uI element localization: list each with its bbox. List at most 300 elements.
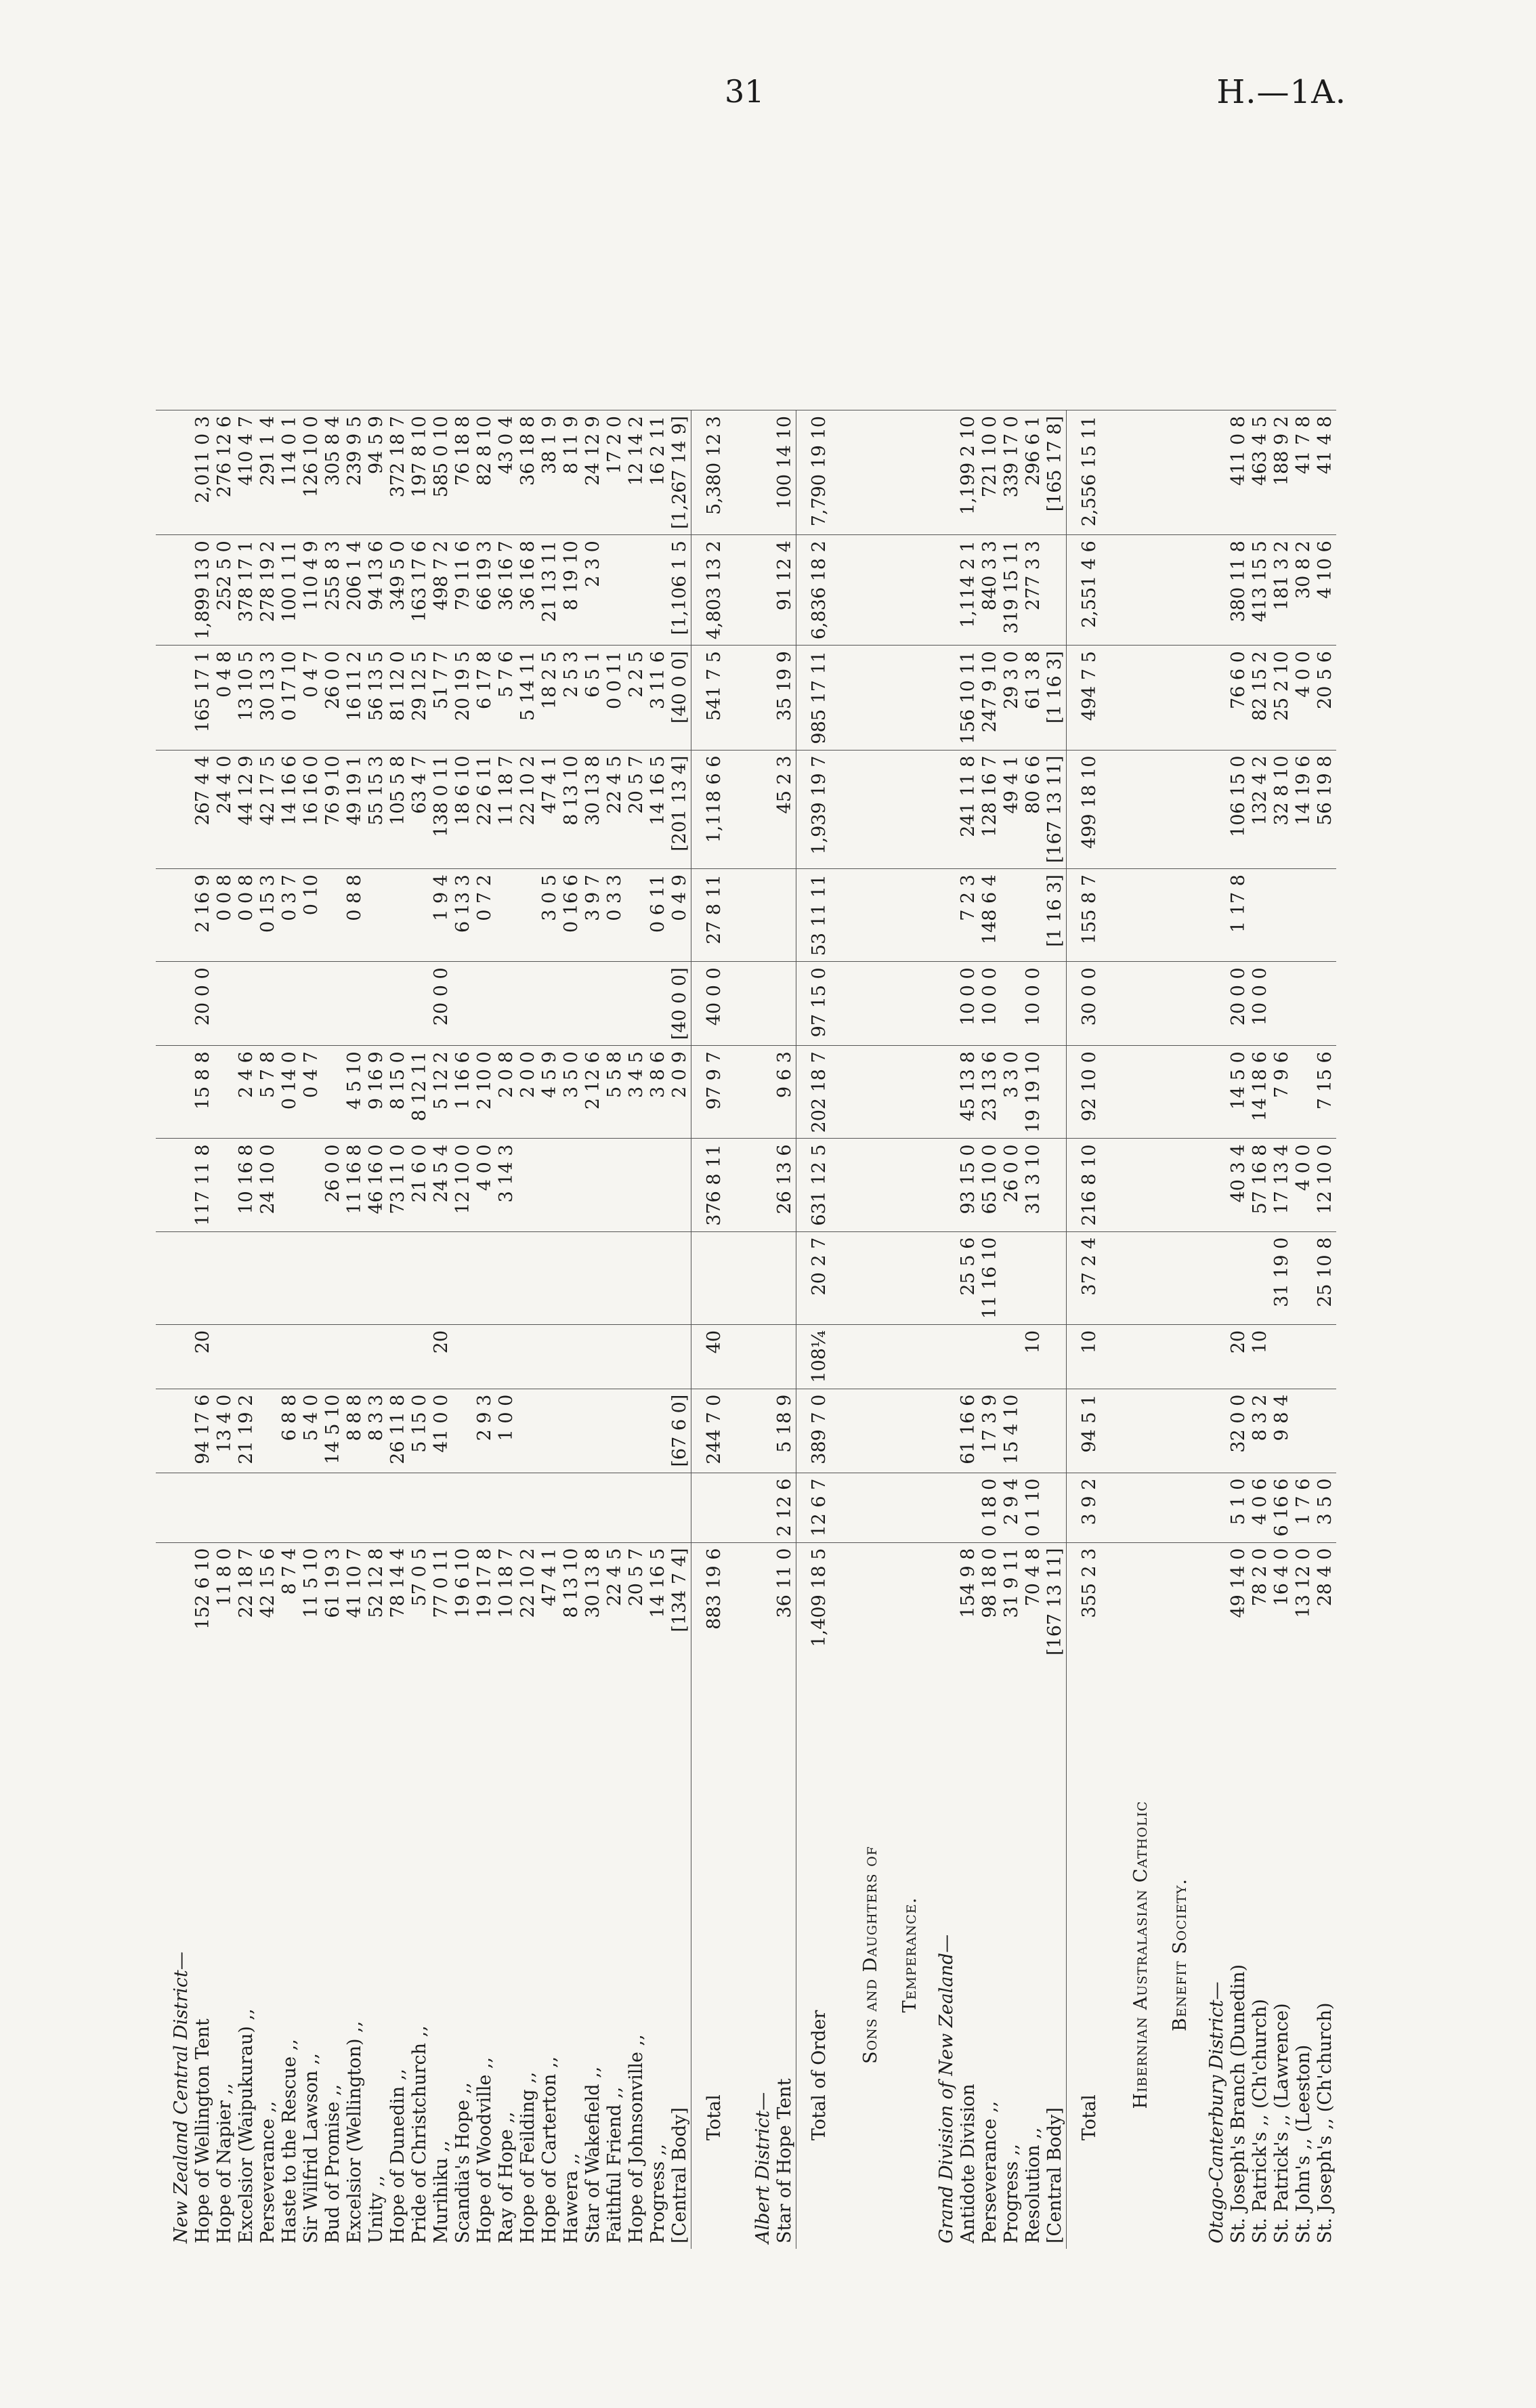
amount-cell: 206 1 4 [344,535,366,646]
amount-cell: 76 6 0 [1228,646,1250,750]
table-row [409,410,431,2249]
amount-cell: 28 4 0 [1315,1542,1336,1661]
total-cell: 244 7 0 [691,1389,738,1473]
amount-cell [539,1324,561,1389]
amount-cell: 3 0 5 [539,869,561,962]
amount-cell [1023,869,1044,962]
amount-cell [236,962,257,1046]
amount-cell [517,962,539,1046]
empty-cell [156,869,192,962]
amount-cell: 156 10 11 [958,646,979,750]
ledger-body [156,410,1336,2249]
lodge-name: St. John's ,, (Leeston) [1293,2044,1314,2243]
amount-cell [582,1139,604,1231]
amount-cell [774,869,796,962]
empty-cell [738,1473,774,1542]
empty-cell [921,1389,958,1473]
amount-cell: 20 [192,1324,214,1389]
table-row [452,410,474,2249]
district-heading [921,410,958,2249]
amount-cell: 78 2 0 [1250,1542,1271,1661]
amount-cell [647,1473,669,1542]
empty-cell [882,1542,921,1661]
amount-cell: 197 8 10 [409,410,431,535]
amount-cell: 22 6 11 [474,750,496,868]
empty-cell [1152,1389,1191,1473]
table-row [257,410,279,2249]
lodge-name: Haste to the Rescue ,, [279,2039,300,2243]
lodge-name: St. Patrick's ,, (Lawrence) [1271,2003,1292,2243]
amount-cell: 7 9 6 [1271,1046,1293,1139]
empty-cell [156,1046,192,1139]
amount-cell: 148 6 4 [979,869,1001,962]
amount-cell [474,1231,496,1324]
amount-cell: 585 0 10 [431,410,452,535]
lodge-name: Excelsior (Wellington) ,, [344,2021,365,2243]
empty-cell [1152,869,1191,962]
total-cell [691,1231,738,1324]
amount-cell: 5 18 9 [774,1389,796,1473]
amount-cell: 8 8 8 [344,1389,366,1473]
total-cell: 27 8 11 [691,869,738,962]
amount-cell: 21 13 11 [539,535,561,646]
amount-cell [344,1473,366,1542]
amount-cell: 380 11 8 [1228,535,1250,646]
lodge-name: Progress ,, [1001,2144,1022,2243]
amount-cell [214,1139,236,1231]
empty-cell [156,1473,192,1542]
amount-cell: 42 17 5 [257,750,279,868]
organisation-name: Benefit Society. [1170,1878,1191,2031]
amount-cell: 8 12 11 [409,1046,431,1139]
amount-cell: 154 9 8 [958,1542,979,1661]
total-cell: 202 18 7 [796,1046,843,1139]
lodge-name: Murihiku ,, [431,2140,452,2243]
amount-cell: 30 13 8 [582,750,604,868]
total-row [1067,410,1113,2249]
table-row [1044,410,1067,2249]
total-cell: 6,836 18 2 [796,535,843,646]
amount-cell: 70 4 8 [1023,1542,1044,1661]
empty-cell [882,410,921,535]
amount-cell: 2 12 6 [582,1046,604,1139]
amount-cell: 26 13 6 [774,1139,796,1231]
amount-cell: 163 17 6 [409,535,431,646]
lodge-name: [Central Body] [669,2107,690,2243]
amount-cell: 2 5 3 [561,646,582,750]
total-cell: 389 7 0 [796,1389,843,1473]
empty-cell [1152,535,1191,646]
amount-cell: 61 3 8 [1023,646,1044,750]
amount-cell: 29 3 0 [1001,646,1023,750]
amount-cell: 0 1 10 [1023,1473,1044,1542]
amount-cell: 10 0 0 [1250,962,1271,1046]
amount-cell: 18 6 10 [452,750,474,868]
table-row [236,410,257,2249]
table-row [517,410,539,2249]
table-row [1271,410,1293,2249]
amount-cell [366,962,387,1046]
amount-cell: 305 8 4 [322,410,344,535]
amount-cell: 6 13 3 [452,869,474,962]
amount-cell: 47 4 1 [539,750,561,868]
empty-cell [1191,1139,1228,1231]
amount-cell: 82 8 10 [474,410,496,535]
lodge-name: Faithful Friend ,, [604,2086,625,2243]
district-title: Albert District— [752,2092,773,2243]
amount-cell: 0 15 3 [257,869,279,962]
table-row [1228,410,1250,2249]
amount-cell [192,1473,214,1542]
amount-cell [322,1473,344,1542]
empty-cell [1191,1473,1228,1542]
amount-cell: 36 11 0 [774,1542,796,1661]
amount-cell: 80 6 6 [1023,750,1044,868]
amount-cell [1044,1231,1067,1324]
amount-cell: 23 13 6 [979,1046,1001,1139]
amount-cell: 339 17 0 [1001,410,1023,535]
amount-cell: 2 0 9 [669,1046,691,1139]
district-title: Grand Division of New Zealand— [936,1934,957,2243]
amount-cell: 0 0 8 [236,869,257,962]
amount-cell: 73 11 0 [387,1139,409,1231]
amount-cell: 61 19 3 [322,1542,344,1661]
lodge-name: Hope of Dunedin ,, [387,2069,408,2243]
amount-cell: 5 7 6 [496,646,517,750]
amount-cell: 188 9 2 [1271,410,1293,535]
amount-cell [539,962,561,1046]
amount-cell [1023,1231,1044,1324]
amount-cell [517,1473,539,1542]
amount-cell [1044,535,1067,646]
amount-cell [387,1231,409,1324]
empty-cell [882,1473,921,1542]
amount-cell: 16 2 11 [647,410,669,535]
amount-cell: 4 10 6 [1315,535,1336,646]
amount-cell: 3 5 0 [1315,1473,1336,1542]
total-cell: 97 9 7 [691,1046,738,1139]
total-cell: 985 17 11 [796,646,843,750]
total-cell: 355 2 3 [1067,1542,1113,1661]
amount-cell [626,869,647,962]
amount-cell: 0 0 8 [214,869,236,962]
amount-cell: 319 15 11 [1001,535,1023,646]
amount-cell [279,1473,301,1542]
total-cell: 155 8 7 [1067,869,1113,962]
amount-cell [496,1231,517,1324]
amount-cell: 105 5 8 [387,750,409,868]
amount-cell: 463 4 5 [1250,410,1271,535]
total-cell: 40 0 0 [691,962,738,1046]
total-cell: 1,409 18 5 [796,1542,843,1661]
total-cell: 376 8 11 [691,1139,738,1231]
empty-cell [156,646,192,750]
amount-cell: 17 13 4 [1271,1139,1293,1231]
lodge-name: St. Patrick's ,, (Ch'church) [1250,1999,1271,2243]
amount-cell: 106 15 0 [1228,750,1250,868]
amount-cell: 21 6 0 [409,1139,431,1231]
amount-cell [604,1389,626,1473]
total-row [796,410,843,2249]
empty-cell [921,1542,958,1661]
amount-cell [582,1231,604,1324]
amount-cell: 6 17 8 [474,646,496,750]
amount-cell [517,1231,539,1324]
amount-cell: 41 0 0 [431,1389,452,1473]
amount-cell: 277 3 3 [1023,535,1044,646]
lodge-name: Sir Wilfrid Lawson ,, [301,2053,322,2243]
amount-cell [344,1231,366,1324]
amount-cell [1001,1324,1023,1389]
amount-cell: 1,199 2 10 [958,410,979,535]
amount-cell [561,1473,582,1542]
district-heading [738,410,774,2249]
amount-cell: 94 17 6 [192,1389,214,1473]
empty-cell [156,1389,192,1473]
amount-cell [452,1324,474,1389]
empty-cell [738,1046,774,1139]
amount-cell [582,962,604,1046]
amount-cell [409,962,431,1046]
amount-cell: 5 15 0 [409,1389,431,1473]
empty-cell [882,646,921,750]
amount-cell [539,1231,561,1324]
empty-cell [921,1473,958,1542]
amount-cell [1293,1324,1315,1389]
amount-cell: 22 4 5 [604,1542,626,1661]
amount-cell: [1,267 14 9] [669,410,691,535]
lodge-name: Pride of Christchurch ,, [409,2025,430,2243]
organisation-heading [1152,410,1191,2249]
amount-cell [366,1231,387,1324]
amount-cell: 128 16 7 [979,750,1001,868]
empty-cell [842,869,882,962]
empty-cell [921,646,958,750]
amount-cell [647,1324,669,1389]
amount-cell: 20 0 0 [431,962,452,1046]
lodge-name: Star of Hope Tent [774,2078,795,2243]
table-row [322,410,344,2249]
amount-cell: 247 9 10 [979,646,1001,750]
amount-cell: 22 18 7 [236,1542,257,1661]
amount-cell: 11 8 0 [214,1542,236,1661]
table-row [979,410,1001,2249]
amount-cell [322,1231,344,1324]
amount-cell: 13 12 0 [1293,1542,1315,1661]
amount-cell [561,1324,582,1389]
empty-cell [842,410,882,535]
amount-cell: 152 6 10 [192,1542,214,1661]
amount-cell [496,1473,517,1542]
amount-cell [301,1139,322,1231]
amount-cell: 25 5 6 [958,1231,979,1324]
amount-cell [582,1473,604,1542]
table-row [1023,410,1044,2249]
lodge-name: Hope of Johnsonville ,, [626,2034,647,2243]
amount-cell: 4 5 9 [539,1046,561,1139]
amount-cell: 49 19 1 [344,750,366,868]
amount-cell [1228,1231,1250,1324]
amount-cell [1293,962,1315,1046]
empty-cell [156,750,192,868]
amount-cell: 2 0 0 [517,1046,539,1139]
amount-cell [496,869,517,962]
empty-cell [921,410,958,535]
empty-cell [1191,410,1228,535]
amount-cell [452,1231,474,1324]
amount-cell: 44 12 9 [236,750,257,868]
ledger-table [156,410,1336,2249]
amount-cell: [40 0 0] [669,962,691,1046]
amount-cell: 20 [1228,1324,1250,1389]
amount-cell [1293,1389,1315,1473]
amount-cell [409,869,431,962]
amount-cell [582,1324,604,1389]
empty-cell [1113,1231,1152,1324]
amount-cell: 36 18 8 [517,410,539,535]
total-cell: 12 6 7 [796,1473,843,1542]
amount-cell: [165 17 8] [1044,410,1067,535]
amount-cell [214,1046,236,1139]
amount-cell: 378 17 1 [236,535,257,646]
amount-cell: 9 16 9 [366,1046,387,1139]
amount-cell: 14 19 6 [1293,750,1315,868]
amount-cell: 30 8 2 [1293,535,1315,646]
amount-cell [301,1324,322,1389]
amount-cell: 1,899 13 0 [192,535,214,646]
amount-cell: 15 8 8 [192,1046,214,1139]
empty-cell [156,1542,192,1661]
empty-cell [1152,1324,1191,1389]
amount-cell [279,1231,301,1324]
amount-cell: 94 5 9 [366,410,387,535]
empty-cell [842,1139,882,1231]
amount-cell: [1,106 1 5 [669,535,691,646]
lodge-name: Bud of Promise ,, [322,2084,343,2243]
amount-cell: 0 3 3 [604,869,626,962]
amount-cell: 1 7 6 [1293,1473,1315,1542]
amount-cell [539,1139,561,1231]
amount-cell [604,1473,626,1542]
rotated-table-wrapper [156,135,1354,2249]
amount-cell [1293,1231,1315,1324]
district-heading [156,410,192,2249]
empty-cell [921,1046,958,1139]
empty-cell [1152,1473,1191,1542]
amount-cell: 38 1 9 [539,410,561,535]
amount-cell [192,1231,214,1324]
amount-cell: 498 7 2 [431,535,452,646]
amount-cell: 11 18 7 [496,750,517,868]
amount-cell [1001,1231,1023,1324]
amount-cell: 10 [1023,1324,1044,1389]
amount-cell: 42 15 6 [257,1542,279,1661]
amount-cell: 31 3 10 [1023,1139,1044,1231]
amount-cell [647,962,669,1046]
amount-cell [366,1473,387,1542]
amount-cell: 78 14 4 [387,1542,409,1661]
total-cell: 883 19 6 [691,1542,738,1661]
organisation-heading [1113,410,1152,2249]
lodge-name: Scandia's Hope ,, [452,2082,473,2243]
lodge-name: [Central Body] [1044,2107,1065,2243]
amount-cell: 9 6 3 [774,1046,796,1139]
amount-cell: 2 3 0 [582,535,604,646]
amount-cell: 30 13 3 [257,646,279,750]
amount-cell: 56 13 5 [366,646,387,750]
lodge-name: Excelsior (Waipukurau) ,, [236,2008,257,2243]
amount-cell [647,535,669,646]
table-row [582,410,604,2249]
empty-cell [882,1324,921,1389]
amount-cell: 0 4 9 [669,869,691,962]
amount-cell: 100 1 11 [279,535,301,646]
amount-cell: 255 8 3 [322,535,344,646]
amount-cell: 8 3 3 [366,1389,387,1473]
empty-cell [156,962,192,1046]
lodge-name: Hope of Woodville ,, [474,2056,495,2243]
table-row [647,410,669,2249]
amount-cell [474,962,496,1046]
amount-cell: 1 17 8 [1228,869,1250,962]
amount-cell [626,962,647,1046]
amount-cell: 15 4 10 [1001,1389,1023,1473]
empty-cell [1152,410,1191,535]
page-reference: H.—1A. [1216,73,1346,111]
amount-cell: 132 4 2 [1250,750,1271,868]
amount-cell: [167 13 11] [1044,750,1067,868]
total-cell [691,1473,738,1542]
amount-cell [626,1139,647,1231]
empty-cell [921,869,958,962]
amount-cell: 52 12 8 [366,1542,387,1661]
lodge-name: Hope of Wellington Tent [192,2019,213,2243]
amount-cell: 25 10 8 [1315,1231,1336,1324]
amount-cell [431,1473,452,1542]
amount-cell: 24 10 0 [257,1139,279,1231]
district-title: Otago-Canterbury District— [1206,1981,1227,2243]
amount-cell: 3 14 3 [496,1139,517,1231]
table-row [561,410,582,2249]
amount-cell [279,1139,301,1231]
amount-cell: 6 16 6 [1271,1473,1293,1542]
amount-cell: 45 2 3 [774,750,796,868]
amount-cell [1044,1324,1067,1389]
amount-cell [279,962,301,1046]
empty-cell [1191,1046,1228,1139]
amount-cell [301,1231,322,1324]
amount-cell: 8 19 10 [561,535,582,646]
table-row [774,410,796,2249]
amount-cell: 8 7 4 [279,1542,301,1661]
empty-cell [842,962,882,1046]
amount-cell: 100 14 10 [774,410,796,535]
lodge-name: St. Joseph's Branch (Dunedin) [1228,1964,1249,2243]
amount-cell: [40 0 0] [669,646,691,750]
table-row [214,410,236,2249]
lodge-name: Perseverance ,, [979,2100,1000,2243]
amount-cell [626,1324,647,1389]
empty-cell [1191,869,1228,962]
amount-cell [626,535,647,646]
amount-cell [387,1473,409,1542]
amount-cell [322,1324,344,1389]
amount-cell [604,1139,626,1231]
total-cell: 40 [691,1324,738,1389]
amount-cell [344,962,366,1046]
amount-cell: 46 16 0 [366,1139,387,1231]
amount-cell: 0 0 11 [604,646,626,750]
